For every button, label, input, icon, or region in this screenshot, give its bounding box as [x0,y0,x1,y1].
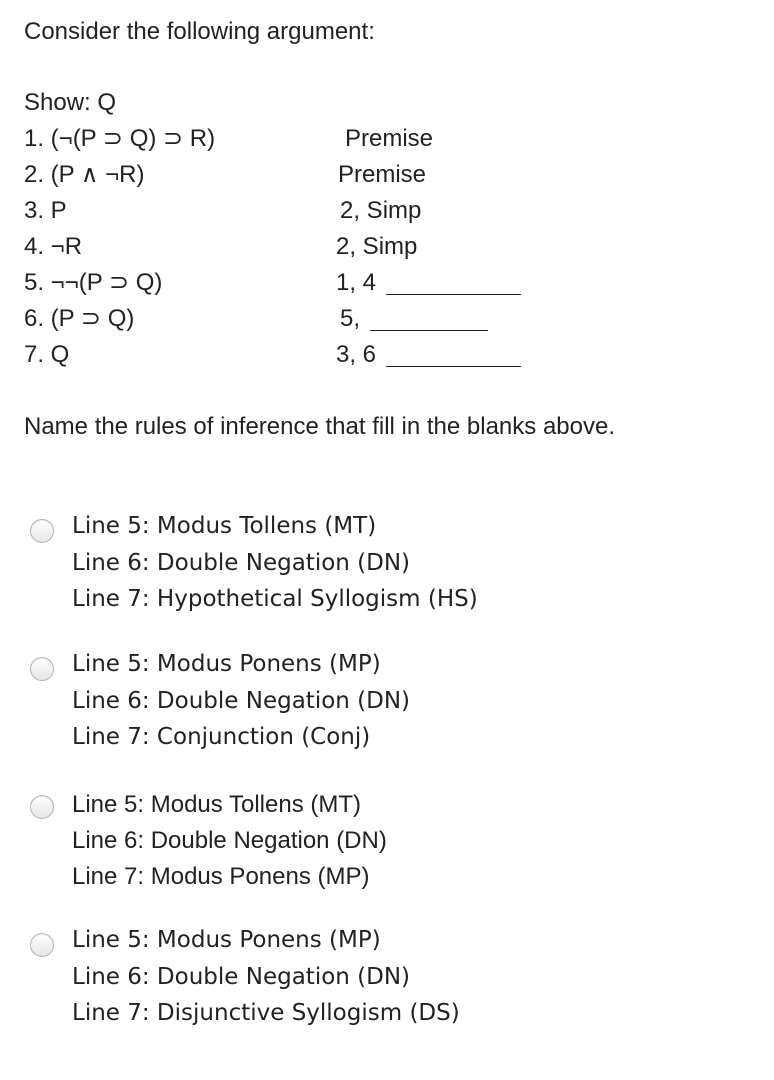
option-1-line7: Line 7: Hypothetical Syllogism (HS) [72,586,478,612]
option-1-line5: Line 5: Modus Tollens (MT) [72,513,377,539]
proof-line-3: 3. P [24,197,67,224]
blank-line-7 [386,366,521,367]
proof-line-4: 4. ¬R [24,233,83,260]
proof-line-2: 2. (P ∧ ¬R) [24,161,145,188]
intro-text: Consider the following argument: [24,18,375,45]
option-3-line5: Line 5: Modus Tollens (MT) [72,791,362,818]
show-text: Show: Q [24,89,117,116]
option-4-line5: Line 5: Modus Ponens (MP) [72,927,381,953]
radio-button-1[interactable] [30,519,54,543]
justification-1: Premise [345,125,434,152]
radio-button-2[interactable] [30,657,54,681]
option-1-line6: Line 6: Double Negation (DN) [72,550,411,576]
option-3-line7: Line 7: Modus Ponens (MP) [72,863,370,890]
proof-line-6: 6. (P ⊃ Q) [24,305,135,332]
radio-button-4[interactable] [30,933,54,957]
justification-5: 1, 4 [336,269,377,296]
blank-line-5 [386,294,521,295]
option-3-line6: Line 6: Double Negation (DN) [72,827,387,854]
option-2-line7: Line 7: Conjunction (Conj) [72,724,371,750]
blank-line-6 [370,330,488,331]
radio-button-3[interactable] [30,795,54,819]
justification-7: 3, 6 [336,341,377,368]
option-2-line5: Line 5: Modus Ponens (MP) [72,651,381,677]
justification-2: Premise [338,161,427,188]
justification-3: 2, Simp [340,197,422,224]
proof-line-7: 7. Q [24,341,70,368]
option-4-line7: Line 7: Disjunctive Syllogism (DS) [72,1000,460,1026]
justification-6: 5, [340,305,361,332]
option-2-line6: Line 6: Double Negation (DN) [72,688,411,714]
justification-4: 2, Simp [336,233,418,260]
question-text: Name the rules of inference that fill in the blanks above. [24,413,615,440]
proof-line-1: 1. (¬(P ⊃ Q) ⊃ R) [24,125,216,152]
proof-line-5: 5. ¬¬(P ⊃ Q) [24,269,163,296]
option-4-line6: Line 6: Double Negation (DN) [72,964,411,990]
